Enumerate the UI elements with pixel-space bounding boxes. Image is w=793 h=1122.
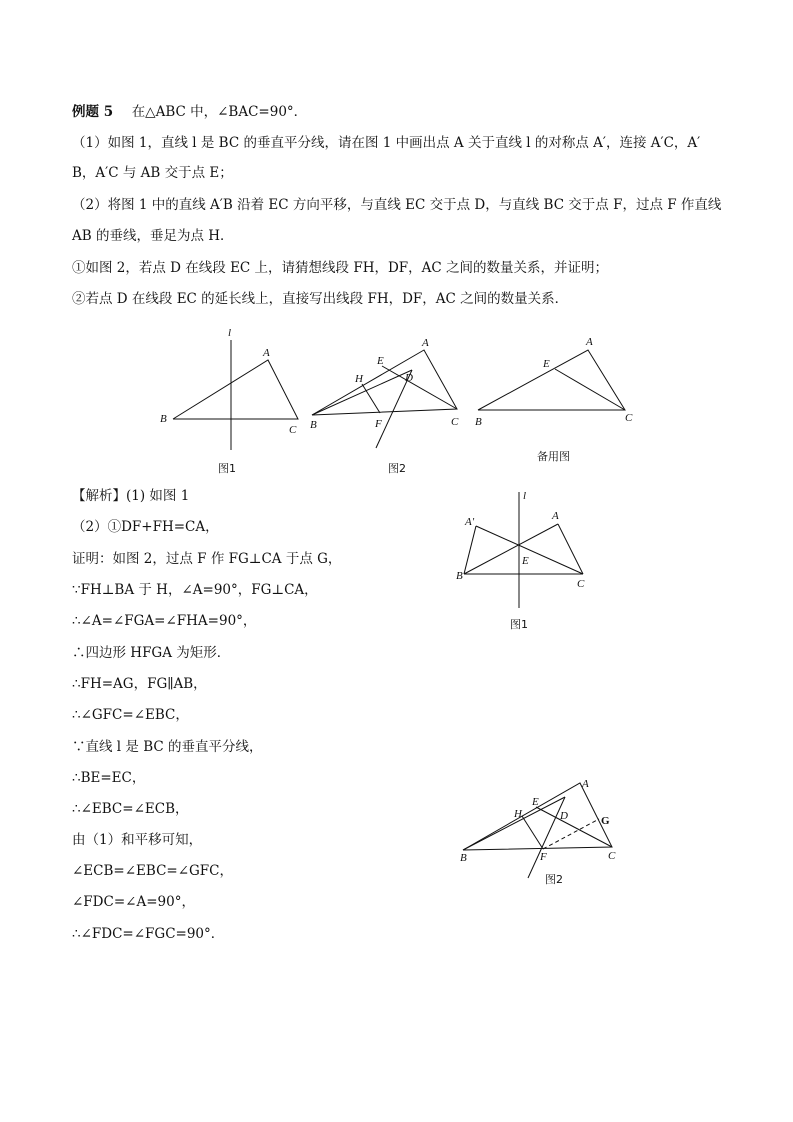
- solfig1-label-l: l: [523, 490, 527, 502]
- solfig1-label-B: B: [456, 570, 463, 582]
- fig3-label-A: A: [586, 336, 593, 348]
- figures-svg-top: [150, 320, 650, 480]
- solution-fig1-svg: [450, 480, 610, 640]
- solution-line-4: ∵FH⊥BA 于 H，∠A=90°，FG⊥CA，: [72, 582, 318, 598]
- fig1-label-C: C: [289, 424, 297, 436]
- solfig2-caption: 图2: [545, 873, 563, 886]
- solfig1-segment-BA: [464, 524, 558, 574]
- fig1-caption: 图1: [218, 462, 236, 475]
- solfig2-segment-FG-dashed: [543, 819, 599, 849]
- problem-question-1: ①如图 2，若点 D 在线段 EC 上，请猜想线段 FH，DF，AC 之间的数量关系，并证明；: [72, 260, 609, 276]
- solution-line-1: 【解析】(1) 如图 1: [72, 488, 190, 504]
- problem-part1-line2: B，A′C 与 AB 交于点 E；: [72, 165, 233, 181]
- fig1-label-l: l: [228, 327, 232, 339]
- solution-line-12: 由（1）和平移可知，: [72, 832, 203, 848]
- solfig1-label-A-prime: A′: [465, 516, 475, 528]
- fig2-label-B: B: [310, 419, 317, 431]
- solution-line-11: ∴∠EBC=∠ECB，: [72, 801, 189, 817]
- figure-2: [312, 350, 457, 448]
- fig3-label-E: E: [543, 358, 550, 370]
- solfig2-label-E: E: [532, 796, 539, 808]
- fig3-triangle: [478, 350, 625, 410]
- solution-line-10: ∴BE=EC，: [72, 770, 146, 786]
- fig2-label-D: D: [405, 372, 413, 384]
- solfig1-caption: 图1: [510, 618, 528, 631]
- solution-line-13: ∠ECB=∠EBC=∠GFC，: [72, 863, 233, 879]
- solution-line-15: ∴∠FDC=∠FGC=90°．: [72, 926, 225, 942]
- solution-fig2-svg: [450, 770, 630, 895]
- solution-line-6: ∴四边形 HFGA 为矩形．: [72, 645, 231, 661]
- solution-line-7: ∴FH=AG，FG∥AB，: [72, 676, 207, 692]
- solfig1-label-E: E: [522, 555, 529, 567]
- fig2-label-F: F: [375, 418, 382, 430]
- problem-heading: [72, 103, 307, 121]
- solution-figure-2: [450, 770, 630, 899]
- fig2-label-H: H: [355, 373, 363, 385]
- fig1-label-B: B: [160, 413, 167, 425]
- solfig2-segment-EC: [536, 807, 612, 847]
- problem-intro: 在△ABC 中，∠BAC=90°．: [131, 104, 308, 120]
- fig2-segment-EC: [382, 366, 457, 409]
- fig2-label-A: A: [422, 337, 429, 349]
- solfig2-label-G: G: [601, 815, 610, 827]
- solfig1-label-A: A: [552, 510, 559, 522]
- fig1-triangle: [173, 360, 298, 419]
- solfig2-label-A: A: [582, 778, 589, 790]
- solfig2-segment-HF: [522, 816, 543, 849]
- fig3-label-C: C: [625, 412, 633, 424]
- solfig2-label-D: D: [560, 810, 568, 822]
- solfig1-segment-BA-prime: [464, 526, 476, 574]
- fig1-label-A: A: [263, 347, 270, 359]
- solfig2-segment-AB: [463, 797, 565, 850]
- fig2-label-C: C: [451, 416, 459, 428]
- fig3-segment-EC: [555, 369, 625, 410]
- solution-line-2: （2）①DF+FH=CA，: [72, 519, 219, 535]
- solution-line-8: ∴∠GFC=∠EBC，: [72, 707, 189, 723]
- solfig2-label-F: F: [540, 851, 547, 863]
- solution-figure-1: [450, 480, 610, 644]
- solution-line-5: ∴∠A=∠FGA=∠FHA=90°，: [72, 613, 257, 629]
- fig3-label-B: B: [475, 416, 482, 428]
- fig2-label-E: E: [377, 355, 384, 367]
- solfig2-label-B: B: [460, 852, 467, 864]
- solfig2-label-C: C: [608, 850, 616, 862]
- figure-1: [173, 340, 298, 450]
- fig3-caption: 备用图: [537, 450, 570, 463]
- solfig1-label-C: C: [577, 578, 585, 590]
- solfig2-label-H: H: [514, 808, 522, 820]
- problem-label: 例题 5: [72, 104, 114, 120]
- figure-row-top: [150, 320, 650, 484]
- figure-3: [478, 350, 625, 410]
- solfig1-segment-AC: [558, 524, 583, 574]
- solution-line-3: 证明：如图 2，过点 F 作 FG⊥CA 于点 G，: [72, 551, 342, 567]
- solfig1-segment-A-prime-C: [476, 526, 583, 574]
- fig2-caption: 图2: [388, 462, 406, 475]
- solution-line-9: ∵直线 l 是 BC 的垂直平分线，: [72, 739, 263, 755]
- solution-line-14: ∠FDC=∠A=90°，: [72, 894, 195, 910]
- problem-part2-line2: AB 的垂线，垂足为点 H．: [72, 228, 234, 244]
- problem-question-2: ②若点 D 在线段 EC 的延长线上，直接写出线段 FH，DF，AC 之间的数量关系．: [72, 291, 569, 307]
- problem-part2-line1: （2）将图 1 中的直线 A′B 沿着 EC 方向平移，与直线 EC 交于点 D，与直线 BC 交于点 F，过点 F 作直线: [72, 197, 722, 213]
- problem-part1-line1: （1）如图 1，直线 l 是 BC 的垂直平分线，请在图 1 中画出点 A 关于直线 l 的对称点 A′，连接 A′C，A′: [72, 135, 701, 151]
